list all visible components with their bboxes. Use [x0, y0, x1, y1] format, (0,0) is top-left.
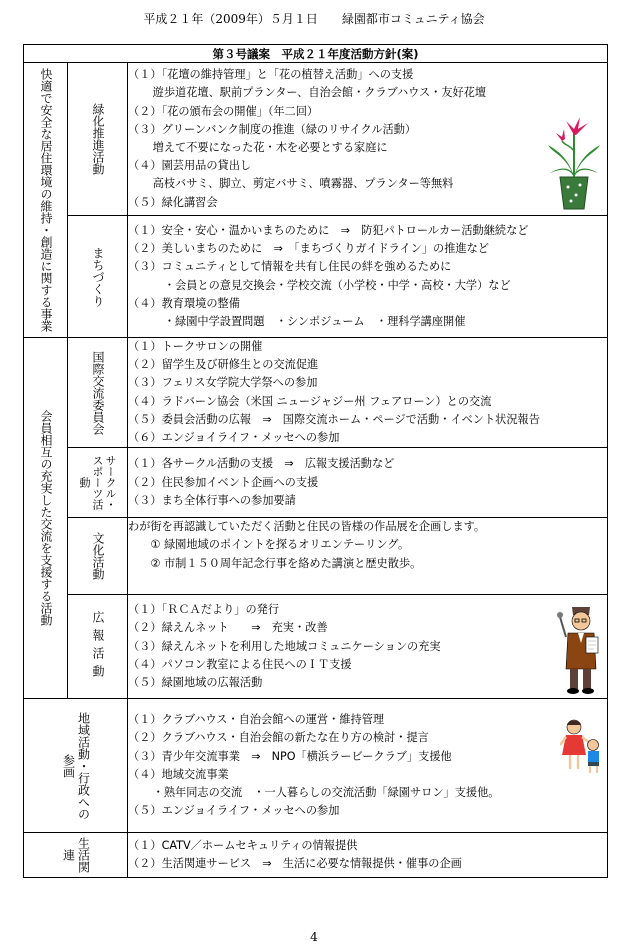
- sub-label: サークル・スポーツ活動: [78, 455, 117, 511]
- sub-culture: [68, 518, 128, 595]
- list-item: （３）フェリス女学院大学祭への参加: [128, 376, 318, 390]
- list-item: （４）パソコン教室による住民へのＩＴ支援: [128, 657, 352, 671]
- list-item: 遊歩道花壇、駅前プランター、自治会館・クラブハウス・友好花壇: [152, 86, 487, 100]
- list-item: （４）園芸用品の貸出し: [128, 159, 252, 173]
- list-item: ・熟年同志の交流 ・一人暮らしの交流活動「緑園サロン」支援他。: [152, 785, 500, 799]
- sub-label: 国際交流委員会: [91, 350, 105, 435]
- sub-circle-sports: [68, 448, 128, 518]
- list-item: わが街を再認識していただく活動と住民の皆様の作品展を企画します。: [128, 520, 486, 534]
- announcer-man-illustration: [556, 603, 604, 695]
- greening-content: [128, 63, 608, 216]
- list-item: 増えて不要になった花・木を必要とする家庭に: [152, 141, 388, 154]
- category-label: 地域活動・行政への参画: [61, 711, 91, 820]
- list-item: （１）「花壇の維持管理」と「花の植替え活動」への支援: [128, 68, 414, 82]
- category-label: 快適で安全な居住環境の維持・創造に関する事業: [39, 68, 53, 332]
- list-item: （３）青少年交流事業 ⇒ NPO「横浜ラービークラブ」支援他: [128, 749, 452, 763]
- regional-content: [128, 699, 608, 833]
- list-item: （２）「花の頒布会の開催」（年二回）: [128, 104, 319, 118]
- list-item: （４）地域交流事業: [128, 767, 229, 781]
- category-regional-activities: [24, 699, 128, 833]
- sub-greening: [68, 63, 128, 216]
- list-item: ・緑園中学設置問題 ・シンポジューム ・理科学講座開催: [163, 314, 466, 328]
- list-item: （２）美しいまちのために ⇒ 「まちづくりガイドライン」の推進など: [128, 242, 489, 256]
- list-item: （３）コミュニティとして情報を共有し住民の絆を強めるために: [128, 260, 452, 274]
- list-item: （１）「ＲＣＡだより」の発行: [128, 603, 280, 617]
- list-item: （２）緑えんネット ⇒ 充実・改善: [128, 621, 328, 635]
- list-item: （２）生活関連サービス ⇒ 生活に必要な情報提供・催事の企画: [128, 857, 462, 871]
- list-item: （２）留学生及び研修生との交流促進: [128, 358, 319, 372]
- list-item: （５）委員会活動の広報 ⇒ 国際交流ホーム・ページで活動・イベント状況報告: [128, 412, 540, 426]
- list-item: ② 市制１５０周年記念行事を絡めた講演と歴史散歩。: [150, 556, 422, 570]
- list-item: ① 緑園地域のポイントを探るオリエンテーリング。: [150, 538, 410, 552]
- public-relations-content: [128, 595, 608, 699]
- list-item: （１）各サークル活動の支援 ⇒ 広報支援活動など: [128, 457, 395, 471]
- category-label: 生活関連: [61, 837, 91, 874]
- list-item: （１）安全・安心・温かいまちのために ⇒ 防犯パトロールカー活動継続など: [128, 223, 529, 237]
- category-member-exchange: [24, 338, 68, 699]
- children-illustration: [560, 717, 604, 775]
- page-header: 平成２１年（2009年）５月１日 緑園都市コミュニティ協会: [143, 12, 485, 26]
- list-item: 高枝バサミ、脚立、剪定バサミ、噴霧器、プランター等無料: [152, 177, 454, 191]
- list-item: （３）グリーンバンク制度の推進（緑のリサイクル活動）: [128, 122, 417, 136]
- sub-label: 広報活動: [91, 610, 105, 683]
- list-item: ・会員との意見交換会・学校交流（小学校・中学・高校・大学）など: [163, 278, 511, 292]
- sub-label: 緑化推進活動: [91, 103, 105, 175]
- potted-lily-illustration: [546, 115, 602, 211]
- list-item: （２）クラブハウス・自治会館の新たな在り方の検討・提言: [128, 731, 429, 745]
- sub-international: [68, 338, 128, 448]
- sub-public-relations: [68, 595, 128, 699]
- table-title: 第３号議案 平成２１年度活動方針(案): [24, 45, 608, 63]
- sub-label: まちづくり: [91, 246, 105, 307]
- list-item: （５）緑園地域の広報活動: [128, 676, 263, 690]
- sub-town-planning: [68, 216, 128, 338]
- activity-plan-table: [23, 44, 608, 878]
- page-number: 4: [310, 930, 318, 944]
- list-item: （１）トークサロンの開催: [128, 340, 263, 353]
- list-item: （１）クラブハウス・自治会館への運営・維持管理: [128, 713, 385, 727]
- category-living-environment: [24, 63, 68, 338]
- list-item: （６）エンジョイライフ・メッセへの参加: [128, 431, 340, 445]
- sub-label: 文化活動: [91, 532, 105, 581]
- list-item: （４）ラドバーン協会（米国 ニュージャジー州 フェアローン）との交流: [128, 394, 492, 408]
- list-item: （５）緑化講習会: [128, 195, 218, 209]
- life-related-content: [128, 833, 608, 878]
- culture-content: [128, 518, 608, 595]
- list-item: （５）エンジョイライフ・メッセへの参加: [128, 804, 340, 818]
- town-planning-content: [128, 216, 608, 338]
- circle-sports-content: [128, 448, 608, 518]
- international-content: [128, 338, 608, 448]
- list-item: （１）CATV／ホームセキュリティの情報提供: [128, 839, 358, 853]
- list-item: （３）緑えんネットを利用した地域コミュニケーションの充実: [128, 639, 441, 653]
- list-item: （３）まち全体行事への参加要請: [128, 493, 296, 507]
- list-item: （２）住民参加イベント企画への支援: [128, 475, 319, 489]
- category-label: 会員相互の充実した交流を支援する活動: [39, 410, 53, 627]
- category-life-related: [24, 833, 128, 878]
- list-item: （４）教育環境の整備: [128, 296, 240, 310]
